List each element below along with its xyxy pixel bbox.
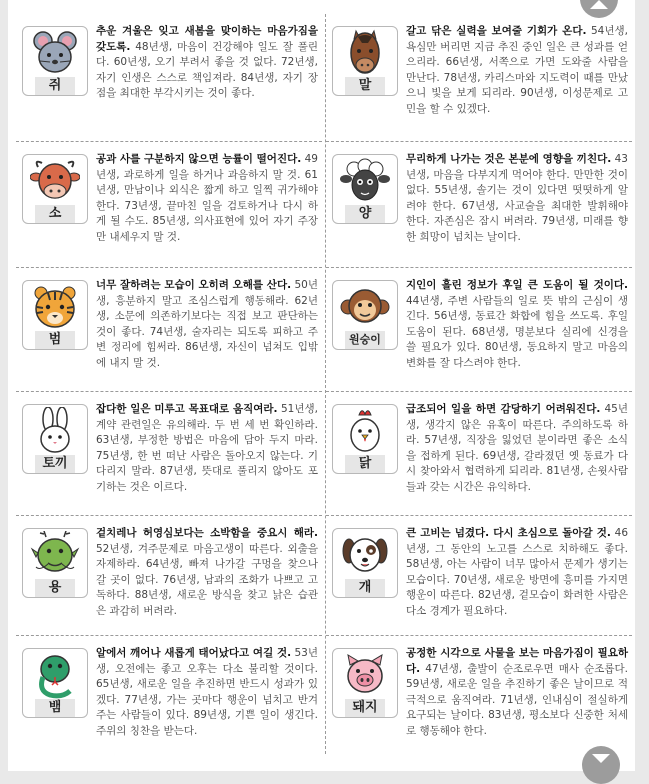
- fortune-headline: 너무 잘하려는 모습이 오히려 오해를 산다.: [96, 279, 292, 291]
- zodiac-label: 뱀: [35, 699, 75, 717]
- fortune-headline: 잡다한 일은 미루고 목표대로 움직여라.: [96, 403, 278, 415]
- fortune-text: [406, 278, 628, 371]
- fortune-text: [406, 152, 628, 245]
- zodiac-badge: [22, 648, 88, 718]
- fortune-text: [96, 402, 318, 495]
- fortune-headline: 공정한 시각으로 사물을 보는 마음가짐이 필요하다.: [406, 647, 628, 675]
- fortune-body: 49년생, 과로하게 일을 하거나 과음하지 말 것. 61년생, 만남이나 외식은 짧게 하고 일찍 귀가해야 한다. 73년생, 끝마친 일을 검토하거나 다시 하게 될 수도. 85년생, 의사표현에 있어 자기 주장만 내세우지 말 것.: [96, 153, 318, 243]
- fortune-entry-rat: [16, 14, 322, 142]
- fortune-body: 50년생, 흥분하지 말고 조심스럽게 행동해라. 62년생, 소문에 의존하기보다는 직접 보고 판단하는 것이 좋다. 74년생, 술자리는 되도록 피하고 주변 정리에 힘써라. 86년생, 자신이 넘쳐도 입밖에 내지 말 것.: [96, 279, 318, 369]
- fortune-body: 48년생, 마음이 건강해야 일도 잘 풀린다. 60년생, 오기 부려서 좋을 것 없다. 72년생, 자기 인생은 스스로 책임져라. 84년생, 자기 장점을 최대한 부각시키는 것이 좋다.: [96, 40, 318, 99]
- zodiac-badge: [332, 528, 398, 598]
- chicken-icon: [340, 407, 390, 455]
- tiger-icon: [30, 283, 80, 331]
- fortune-text: [406, 526, 628, 619]
- fortune-entry-snake: [16, 636, 322, 760]
- zodiac-label: 용: [35, 579, 75, 597]
- zodiac-badge: [22, 528, 88, 598]
- horse-icon: [340, 29, 390, 77]
- zodiac-badge: [332, 648, 398, 718]
- fortune-entry-rabbit: [16, 392, 322, 516]
- fortune-headline: 갈고 닦은 실력을 보여줄 기회가 온다.: [406, 25, 587, 37]
- fortune-page: [8, 0, 635, 771]
- fortune-headline: 무리하게 나가는 것은 본분에 영향을 끼친다.: [406, 153, 612, 165]
- fortune-entry-tiger: [16, 268, 322, 392]
- fortune-body: 53년생, 오전에는 좋고 오후는 다소 불리할 것이다. 65년생, 새로운 일을 추진하면 반드시 성과가 있겠다. 77년생, 가는 곳마다 행운이 넘치고 반겨주는 사람들이 있다. 89년생, 기쁜 일이 생긴다. 주위의 칭찬을 받는다.: [96, 647, 318, 737]
- chevron-down-icon: [592, 754, 610, 763]
- fortune-headline: 급조되어 일을 하면 감당하기 어려워진다.: [406, 403, 601, 415]
- fortune-entry-sheep: [326, 142, 632, 268]
- dragon-icon: [30, 531, 80, 579]
- fortune-entry-dog: [326, 516, 632, 636]
- fortune-headline: 지인이 흘린 정보가 후일 큰 도움이 될 것이다.: [406, 279, 628, 291]
- zodiac-badge: [22, 154, 88, 224]
- fortune-body: 43년생, 마음을 다부지게 먹어야 한다. 만만한 것이 없다. 55년생, 솔기는 것이 있다면 떳떳하게 알려야 한다. 67년생, 사교술을 최대한 발휘해야 한다. 자존심은 잠시 버려라. 79년생, 미래를 향한 희망이 넘치는 날이다.: [406, 153, 628, 243]
- fortune-text: [406, 24, 628, 117]
- fortune-entry-pig: [326, 636, 632, 760]
- dog-icon: [340, 531, 390, 579]
- fortune-body: 52년생, 겨주문제로 마음고생이 따른다. 외출을 자제하라. 64년생, 빠져 나가갈 구멍을 찾으나 갈 곳이 없다. 76년생, 남과의 조화가 나쁘고 고독하다. 88년생, 새로운 방식을 찾고 낡은 습관은 과감히 버려라.: [96, 542, 318, 617]
- snake-icon: [30, 651, 80, 699]
- fortune-text: [96, 24, 318, 102]
- fortune-headline: 큰 고비는 넘겼다. 다시 초심으로 돌아갈 것.: [406, 527, 611, 539]
- fortune-entry-chicken: [326, 392, 632, 516]
- fortune-body: 51년생, 계약 관련일은 유의해라. 두 번 세 번 확인하라. 63년생, 부정한 방법은 마음에 담아 두지 마라. 75년생, 한 번 떠난 사람은 돌아오지 않는다. 기다리지 말라. 87년생, 뜻대로 풀리지 않아도 포기하는 것은 이르다.: [96, 403, 318, 493]
- fortune-body: 46년생, 그 동안의 노고를 스스로 치하해도 좋다. 58년생, 아는 사람이 너무 많아서 문제가 생기는 모습이다. 70년생, 새로운 방면에 흥미를 가지면 행운이 따른다. 82년생, 겉모습이 화려한 사람은 다소 경계가 필요하다.: [406, 527, 628, 617]
- fortune-entry-dragon: [16, 516, 322, 636]
- fortune-text: [96, 646, 318, 739]
- zodiac-label: 범: [35, 331, 75, 349]
- sheep-icon: [340, 157, 390, 205]
- scroll-down-button[interactable]: [582, 746, 620, 784]
- fortune-entry-horse: [326, 14, 632, 142]
- fortune-headline: 알에서 깨어나 새롭게 태어났다고 여길 것.: [96, 647, 292, 659]
- zodiac-label: 토끼: [35, 455, 75, 473]
- fortune-entry-cow: [16, 142, 322, 268]
- zodiac-label: 원숭이: [345, 331, 385, 349]
- fortune-text: [406, 646, 628, 739]
- zodiac-label: 닭: [345, 455, 385, 473]
- zodiac-badge: [22, 404, 88, 474]
- fortune-text: [96, 152, 318, 245]
- fortune-body: 44년생, 주변 사람들의 일로 뜻 밖의 근심이 생긴다. 56년생, 동료간 화합에 힘을 쓰도록. 후일 도움이 된다. 68년생, 명분보다 실리에 신경을 쓸 필요가 있다. 80년생, 동요하지 말고 마음의 변화를 잘 다스려야 한다.: [406, 294, 628, 369]
- zodiac-badge: [332, 154, 398, 224]
- fortune-body: 54년생, 욕심만 버리면 지금 추진 중인 일은 큰 성과를 얻으리라. 66년생, 서쪽으로 가면 도와줄 사람을 만난다. 78년생, 카리스마와 지도력이 때를 만났으니 빛을 보게 되리라. 90년생, 이성문제로 고민을 할 수 있겠다.: [406, 25, 628, 115]
- zodiac-badge: [332, 26, 398, 96]
- zodiac-label: 말: [345, 77, 385, 95]
- fortune-body: 47년생, 출발이 순조로우면 매사 순조롭다. 59년생, 새로운 일을 추진하기 좋은 날이므로 적극적으로 움직여라. 71년생, 인내심이 절실하게 요구되는 날이다. 83년생, 평소보다 신중한 처세로 행동해야 한다.: [406, 662, 628, 737]
- zodiac-label: 양: [345, 205, 385, 223]
- zodiac-badge: [22, 26, 88, 96]
- zodiac-badge: [332, 280, 398, 350]
- zodiac-badge: [332, 404, 398, 474]
- pig-icon: [340, 651, 390, 699]
- fortune-headline: 추운 겨울은 잊고 새봄을 맞이하는 마음가짐을 갖도록.: [96, 25, 318, 53]
- zodiac-label: 개: [345, 579, 385, 597]
- mouse-icon: [30, 29, 80, 77]
- zodiac-label: 돼지: [345, 699, 385, 717]
- fortune-text: [96, 278, 318, 371]
- fortune-body: 45년생, 생각지 않은 유혹이 따른다. 주의하도록 하라. 57년생, 직장을 잃었던 분이라면 좋은 소식을 접하게 된다. 69년생, 갈라졌던 옛 동료가 다시 찾아와서 협력하게 되리라. 81년생, 손윗사람들과 갖는 시간은 유익하다.: [406, 403, 629, 493]
- fortune-headline: 겉치레나 허영심보다는 소박함을 중요시 해라.: [96, 527, 318, 539]
- zodiac-label: 소: [35, 205, 75, 223]
- chevron-up-icon: [590, 0, 608, 9]
- fortune-entry-monkey: [326, 268, 632, 392]
- zodiac-label: 쥐: [35, 77, 75, 95]
- fortune-headline: 공과 사를 구분하지 않으면 능률이 떨어진다.: [96, 153, 302, 165]
- zodiac-badge: [22, 280, 88, 350]
- monkey-icon: [340, 283, 390, 331]
- fortune-text: [406, 402, 628, 495]
- cow-icon: [30, 157, 80, 205]
- fortune-text: [96, 526, 318, 619]
- rabbit-icon: [30, 407, 80, 455]
